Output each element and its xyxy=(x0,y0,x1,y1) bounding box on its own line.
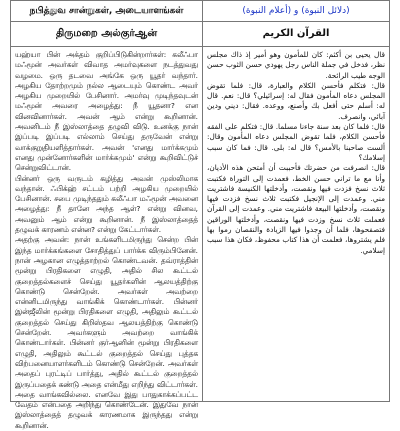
tamil-column-title: திருமறை அல்குர்ஆன் xyxy=(11,22,203,46)
tamil-paragraph: அதற்கு அவன்: நான் உங்களிடமிருந்து சென்ற பின் இந்த மார்க்கங்களை சோதித்துப் பார்க்க விரும்பினேன். நான் அழகான எழுத்தாற்றல் கொண்டவன். தவ்ராத்தின் மூன்று பிரதிகளை எழுதி, அதில் சில கூட்டல் குறைத்தல்களைச் செய்து யூதர்களின் ஆலயத்திற்கு கொண்டு சென்றேன். அவர்கள் அவற்றை என்னிடமிருந்து வாங்கிக் கொண்டார்கள். பின்னர் இன்ஜீலின் மூன்று பிரதிகளை எழுதி, அதிலும் கூட்டல் குறைத்தல் செய்து கிறிஸ்தவ ஆலயத்திற்கு கொண்டு சென்றேன். அவர்களும் அவற்றை வாங்கிக் கொண்டார்கள். பின்னர் குர்ஆனின் மூன்று பிரதிகளை எழுதி, அதிலும் கூட்டல் குறைத்தல் செய்து புத்தக விற்பனையாளர்களிடம் கொண்டு சென்றேன். அவர்கள் அதைப் புரட்டிப் பார்த்து, அதில் கூட்டல் குறைத்தல் இருப்பதைக் கண்டு அதை என்மீது எறிந்து விட்டார்கள். அதை வாங்கவில்லை. எனவே இது பாதுகாக்கப்பட்ட வேதம் என்பதை அறிந்து கொண்டேன். இதுவே நான் இஸ்லாத்தைத் தழுவக் காரணமாக இருந்தது என்று கூறினான். xyxy=(15,235,198,430)
tamil-paragraph: யஹ்யா பின் அக்தம் குறிப்பிடுகின்றார்கள்: கலீஃபா மஃமூன் அவர்கள் விவாத அமர்வுகளை நடத்துவது வழமை. ஒரு தடவை அங்கே ஒரு யூதர் வந்தார். அழகிய தோற்றமும் நல்ல ஆடையும் கொண்ட அவர் அழகிய முறையில் பேசினார். அமர்வு முடிந்தவுடன் மஃமூன் அவரை அழைத்து: நீ யூதனா? என வினவினார்கள். அவன் ஆம் என்று கூறினான். அவனிடம் நீ இஸ்லாத்தை தழுவி விடு. உனக்கு நான் இப்படி இப்படி எல்லாம் செய்து தருவேன் என்று வாக்குறுதியளித்தார்கள். அவன் 'எனது மார்க்கமும் எனது முன்னோர்களின் மார்க்கமும்' என்று கூறிவிட்டுச் சென்றுவிட்டான். xyxy=(15,50,198,173)
arabic-paragraph: قال: فتكلم فأحسن الكلام والعبارة، قال: فلما تقوض المجلس دعاه المأمون فقال له: إسرائيلي؟ قال: نعم. قال له: أسلم حتى أفعل بك وأصنع، ووعده. فقال: ديني ودين آبائي، وانصرف. xyxy=(207,80,385,121)
tamil-text-column xyxy=(11,47,203,430)
arabic-column-title: القرآن الكريم xyxy=(262,28,330,39)
tamil-section-title: நபித்துவ சான்றுகள், அடையாளங்கள் xyxy=(11,1,203,21)
arabic-section-title: (دلائل النبوة) و (أعلام النبوة) xyxy=(242,6,350,16)
arabic-paragraph: قال: انصرفت من حضرتك فأحببت أن أمتحن هذه الأديان، وأنا مع ما تراني حسن الخط، فعمدت إلى التوراة فكتبت ثلاث نسخ فزدت فيها ونقصت، وأدخلتها الكنيسة فاشتريت مني. وعمدت إلى الإنجيل فكتبت ثلاث نسخ فزدت فيها ونقصت، وأدخلتها البيعة فاشتريت مني. وعمدت إلى القرآن فعملت ثلاث نسخ وزدت فيها ونقصت، وأدخلتها الوراقين فتصفحوها، فلما أن وجدوا فيها الزيادة والنقصان رموا بها فلم يشتروها، فعلمت أن هذا كتاب محفوظ، فكان هذا سبب إسلامي. xyxy=(207,163,385,255)
arabic-paragraph: قال: فلما كان بعد سنة جاءنا مسلما. قال: فتكلم على الفقه فأحسن الكلام، فلما تقوض المجلس دعاه المأمون وقال: ألست صاحبنا بالأمس؟ قال له: بلى. قال: فما كان سبب إسلامك؟ xyxy=(207,122,385,162)
body-row xyxy=(11,47,389,430)
header-row xyxy=(11,1,389,22)
document-page xyxy=(10,0,390,430)
comparison-table xyxy=(10,0,390,430)
arabic-text-column xyxy=(203,47,389,401)
arabic-paragraph: قال يحيى بن أكثم: كان للمأمون وهو أمير إذ ذاك مجلس نظر، فدخل في جملة الناس رجل يهودي حسن الثوب حسن الوجه طيب الرائحة. xyxy=(207,50,385,80)
subheader-row xyxy=(11,22,389,47)
tamil-paragraph: பின்னர் ஒரு வருடம் கழித்து அவன் முஸ்லிமாக வந்தான். ஃபிக்ஹ் சட்டம் பற்றி அழகிய முறையில் பேசினான். சபை முடிந்ததும் கலீஃபா மஃமூன் அவனை அழைத்து: நீ தானே அந்த ஆள்? என்று வினவ, அவனும் ஆம் என்று கூறினான். நீ இஸ்லாத்தைத் தழுவக் காரணம் என்ன? என்று கேட்டார்கள். xyxy=(15,173,198,235)
